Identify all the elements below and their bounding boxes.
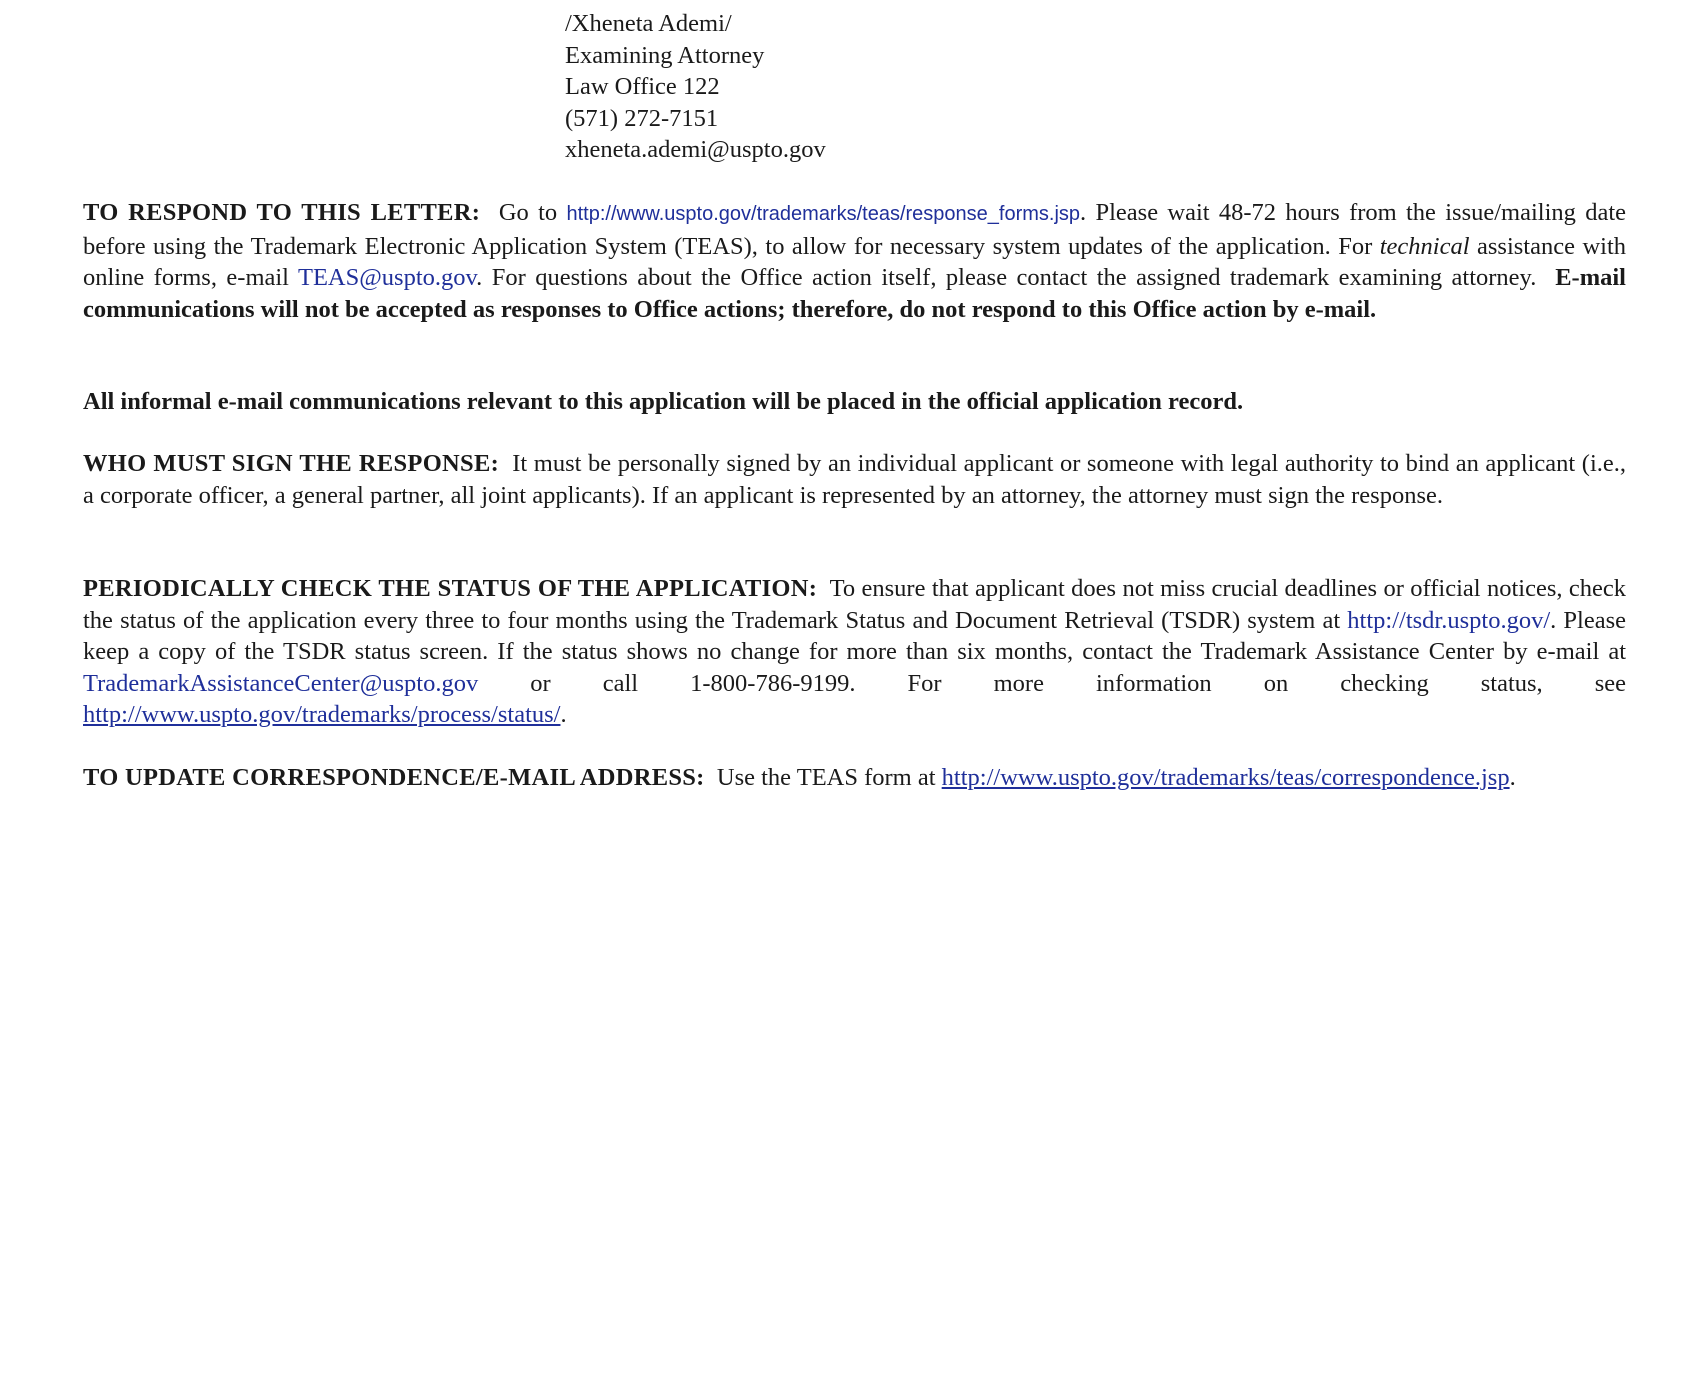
teas-email-link[interactable]: TEAS@uspto.gov: [297, 264, 477, 291]
sign-heading: WHO MUST SIGN THE RESPONSE:: [83, 450, 500, 477]
status-heading: PERIODICALLY CHECK THE STATUS OF THE APPLICATION:: [83, 575, 818, 602]
tac-email-link[interactable]: TrademarkAssistanceCenter@uspto.gov: [83, 669, 479, 697]
correspondence-link[interactable]: http://www.uspto.gov/trademarks/teas/correspondence.jsp: [941, 764, 1510, 791]
response-forms-link[interactable]: http://www.uspto.gov/trademarks/teas/response_forms.jsp: [566, 203, 1081, 225]
update-text-1: Use the TEAS form at: [716, 764, 936, 791]
respond-heading: TO RESPOND TO THIS LETTER:: [83, 199, 481, 226]
signature-block: [565, 8, 826, 166]
status-text-1: To ensure that applicant does not miss crucial deadlines or official notices, check the status of the application every three to four months using the Trademark Status and Document Retrieval (TSDR) system at: [83, 575, 1627, 634]
tsdr-link[interactable]: http://tsdr.uspto.gov/: [1347, 606, 1551, 634]
attorney-signature: /Xheneta Ademi/: [565, 10, 732, 37]
attorney-email: xheneta.ademi@uspto.gov: [565, 136, 826, 163]
respond-section: [83, 197, 1626, 325]
status-text-4: .: [560, 701, 567, 728]
status-text-3: or call 1-800-786-9199. For more information on checking status, see: [530, 669, 1626, 697]
status-text-2: . Please keep a copy of the TSDR status screen. If the status shows no change for more than six months, contact the Trademark Assistance Center by e-mail at: [83, 606, 1627, 665]
law-office: Law Office 122: [565, 73, 720, 100]
sign-section: [83, 448, 1626, 511]
respond-text-4: . For questions about the Office action itself, please contact the assigned trademark examining attorney.: [476, 264, 1537, 291]
respond-text-1: Go to: [498, 199, 558, 226]
update-heading: TO UPDATE CORRESPONDENCE/E-MAIL ADDRESS:: [83, 764, 705, 791]
update-section: [83, 762, 1626, 794]
respond-text-3: assistance with online forms, e-mail: [83, 232, 1626, 291]
sign-text: It must be personally signed by an individual applicant or someone with legal authority to bind an applicant (i.e., a corporate officer, a general partner, all joint applicants). If an applicant is represented by an attorney, the attorney must sign the response.: [83, 450, 1627, 509]
informal-email-note: All informal e-mail communications relevant to this application will be placed in the official application record.: [83, 388, 1244, 415]
respond-italic: technical: [1379, 232, 1470, 260]
attorney-phone: (571) 272-7151: [565, 104, 719, 132]
respond-text-2: . Please wait 48-72 hours from the issue/mailing date before using the Trademark Electronic Application System (TEAS), to allow for necessary system updates of the application. For: [83, 199, 1627, 260]
attorney-title: Examining Attorney: [565, 41, 765, 69]
email-warning: E-mail communications will not be accepted as responses to Office actions; therefore, do not respond to this Office action by e-mail.: [83, 264, 1626, 323]
status-section: [83, 573, 1626, 731]
update-text-2: .: [1509, 764, 1516, 791]
status-info-link[interactable]: http://www.uspto.gov/trademarks/process/status/: [83, 701, 561, 728]
